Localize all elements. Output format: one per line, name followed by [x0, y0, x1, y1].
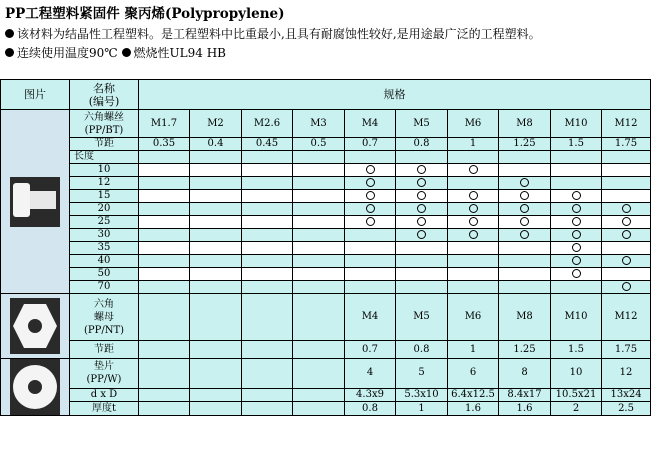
- bolt-availability-cell: [293, 203, 345, 216]
- nut-pitch-blank-1: [190, 341, 242, 359]
- nut-pitch-4: 1.5: [551, 341, 602, 359]
- nut-size-0: M4: [345, 294, 396, 341]
- bolt-availability-cell: [602, 177, 651, 190]
- bolt-availability-cell: [448, 229, 499, 242]
- bolt-availability-cell: [551, 229, 602, 242]
- bolt-availability-cell: [396, 216, 448, 229]
- bolt-length-value: 50: [70, 268, 139, 281]
- bolt-pitch-label: 节距: [70, 138, 139, 151]
- bolt-availability-cell: [345, 281, 396, 294]
- nut-pitch-1: 0.8: [396, 341, 448, 359]
- bolt-availability-cell: [190, 268, 242, 281]
- bolt-availability-cell: [396, 164, 448, 177]
- bolt-availability-cell: [499, 164, 551, 177]
- availability-circle-icon: [417, 178, 426, 187]
- availability-circle-icon: [572, 256, 581, 265]
- bolt-availability-cell: [551, 255, 602, 268]
- bolt-availability-cell: [190, 164, 242, 177]
- nut-pitch-2: 1: [448, 341, 499, 359]
- bolt-availability-cell: [448, 242, 499, 255]
- washer-dxd-blank-2: [242, 388, 293, 402]
- bolt-availability-cell: [242, 164, 293, 177]
- nut-pitch-label: 节距: [70, 341, 139, 359]
- nut-image-cell: [1, 294, 70, 359]
- bolt-availability-cell: [345, 242, 396, 255]
- bolt-availability-cell: [345, 177, 396, 190]
- bolt-availability-cell: [139, 190, 190, 203]
- bolt-availability-cell: [602, 281, 651, 294]
- nut-size-4: M10: [551, 294, 602, 341]
- bolt-length-blank-5: [396, 151, 448, 164]
- bolt-availability-cell: [139, 229, 190, 242]
- bolt-availability-cell: [345, 203, 396, 216]
- nut-size-1: M5: [396, 294, 448, 341]
- nut-pitch-5: 1.75: [602, 341, 651, 359]
- bolt-size-0: M1.7: [139, 110, 190, 138]
- bolt-availability-cell: [293, 164, 345, 177]
- bolt-availability-cell: [396, 242, 448, 255]
- bolt-availability-cell: [139, 203, 190, 216]
- bolt-pitch-row: [1, 138, 651, 151]
- washer-thickness-blank-1: [190, 402, 242, 416]
- washer-dxd-blank-3: [293, 388, 345, 402]
- washer-size-5: 12: [602, 359, 651, 389]
- bolt-availability-cell: [293, 281, 345, 294]
- bolt-availability-cell: [345, 216, 396, 229]
- bolt-availability-cell: [499, 177, 551, 190]
- bolt-availability-cell: [345, 164, 396, 177]
- header-name: 名称 (编号): [70, 80, 139, 110]
- bolt-availability-cell: [448, 255, 499, 268]
- availability-circle-icon: [572, 217, 581, 226]
- bolt-length-row: [1, 190, 651, 203]
- bolt-availability-cell: [602, 229, 651, 242]
- bolt-availability-cell: [448, 281, 499, 294]
- nut-pitch-blank-2: [242, 341, 293, 359]
- bolt-availability-cell: [293, 177, 345, 190]
- availability-circle-icon: [417, 165, 426, 174]
- availability-circle-icon: [622, 282, 631, 291]
- bolt-availability-cell: [345, 268, 396, 281]
- bolt-size-row: [1, 110, 651, 138]
- availability-circle-icon: [572, 269, 581, 278]
- bolt-length-value: 40: [70, 255, 139, 268]
- bolt-availability-cell: [139, 216, 190, 229]
- washer-size-2: 6: [448, 359, 499, 389]
- bolt-length-blank-9: [602, 151, 651, 164]
- washer-size-row: [1, 359, 651, 389]
- bolt-availability-cell: [293, 229, 345, 242]
- bolt-pitch-2: 0.45: [242, 138, 293, 151]
- washer-thickness-blank-2: [242, 402, 293, 416]
- availability-circle-icon: [417, 230, 426, 239]
- bolt-availability-cell: [190, 216, 242, 229]
- bolt-availability-cell: [242, 255, 293, 268]
- availability-circle-icon: [520, 204, 529, 213]
- bolt-availability-cell: [139, 242, 190, 255]
- bolt-length-blank-8: [551, 151, 602, 164]
- bullet-temp-flame: 连续使用温度90℃ 燃烧性UL94 HB: [5, 44, 541, 63]
- bolt-length-row: [1, 281, 651, 294]
- bolt-length-blank-6: [448, 151, 499, 164]
- bolt-availability-cell: [551, 164, 602, 177]
- bolt-length-value: 25: [70, 216, 139, 229]
- bolt-availability-cell: [396, 190, 448, 203]
- availability-circle-icon: [366, 217, 375, 226]
- bolt-availability-cell: [139, 255, 190, 268]
- bolt-availability-cell: [293, 242, 345, 255]
- nut-size-2: M6: [448, 294, 499, 341]
- bolt-length-value: 20: [70, 203, 139, 216]
- washer-thickness-4: 2: [551, 402, 602, 416]
- bolt-availability-cell: [396, 255, 448, 268]
- bolt-availability-cell: [551, 190, 602, 203]
- washer-dxd-5: 13x24: [602, 388, 651, 402]
- bolt-availability-cell: [190, 203, 242, 216]
- bolt-length-row: [1, 268, 651, 281]
- bolt-pitch-4: 0.7: [345, 138, 396, 151]
- washer-dxd-blank-0: [139, 388, 190, 402]
- bolt-availability-cell: [551, 268, 602, 281]
- bolt-length-row: [1, 229, 651, 242]
- washer-size-1: 5: [396, 359, 448, 389]
- washer-size-0: 4: [345, 359, 396, 389]
- washer-photo: [10, 359, 60, 415]
- bolt-availability-cell: [396, 229, 448, 242]
- bolt-availability-cell: [602, 255, 651, 268]
- washer-image-cell: [1, 359, 70, 416]
- bolt-name: 六角螺丝 (PP/BT): [70, 110, 139, 138]
- bolt-availability-cell: [139, 177, 190, 190]
- hex-nut-photo: [10, 298, 60, 354]
- bolt-length-blank-3: [293, 151, 345, 164]
- washer-thickness-0: 0.8: [345, 402, 396, 416]
- availability-circle-icon: [366, 204, 375, 213]
- bolt-pitch-5: 0.8: [396, 138, 448, 151]
- bolt-availability-cell: [602, 190, 651, 203]
- bolt-availability-cell: [499, 229, 551, 242]
- availability-circle-icon: [469, 230, 478, 239]
- bolt-length-blank-7: [499, 151, 551, 164]
- bolt-length-label: 长度: [70, 151, 139, 164]
- washer-dxd-label: d x D: [70, 388, 139, 402]
- bolt-pitch-7: 1.25: [499, 138, 551, 151]
- bolt-availability-cell: [499, 268, 551, 281]
- washer-thickness-5: 2.5: [602, 402, 651, 416]
- header-spec: 规格: [139, 80, 651, 110]
- nut-pitch-blank-3: [293, 341, 345, 359]
- availability-circle-icon: [469, 191, 478, 200]
- bolt-availability-cell: [499, 203, 551, 216]
- bolt-availability-cell: [242, 216, 293, 229]
- bolt-size-8: M10: [551, 110, 602, 138]
- bullet-dot-icon: [5, 29, 14, 38]
- availability-circle-icon: [469, 204, 478, 213]
- nut-size-blank-3: [293, 294, 345, 341]
- bolt-length-value: 30: [70, 229, 139, 242]
- bolt-length-blank-0: [139, 151, 190, 164]
- bolt-pitch-0: 0.35: [139, 138, 190, 151]
- availability-circle-icon: [572, 230, 581, 239]
- washer-thickness-label: 厚度t: [70, 402, 139, 416]
- bolt-availability-cell: [551, 177, 602, 190]
- bolt-availability-cell: [242, 242, 293, 255]
- washer-size-blank-3: [293, 359, 345, 389]
- washer-dxd-1: 5.3x10: [396, 388, 448, 402]
- nut-size-blank-0: [139, 294, 190, 341]
- bolt-size-7: M8: [499, 110, 551, 138]
- availability-circle-icon: [520, 217, 529, 226]
- feature-bullets: [5, 25, 541, 63]
- washer-size-3: 8: [499, 359, 551, 389]
- bolt-availability-cell: [448, 190, 499, 203]
- bolt-availability-cell: [551, 242, 602, 255]
- bolt-availability-cell: [190, 190, 242, 203]
- bolt-pitch-1: 0.4: [190, 138, 242, 151]
- bolt-length-value: 10: [70, 164, 139, 177]
- bolt-pitch-3: 0.5: [293, 138, 345, 151]
- bolt-availability-cell: [293, 216, 345, 229]
- availability-circle-icon: [622, 204, 631, 213]
- washer-thickness-row: [1, 402, 651, 416]
- availability-circle-icon: [366, 178, 375, 187]
- washer-dxd-4: 10.5x21: [551, 388, 602, 402]
- bolt-availability-cell: [242, 229, 293, 242]
- nut-size-3: M8: [499, 294, 551, 341]
- washer-thickness-blank-3: [293, 402, 345, 416]
- bolt-length-row: [1, 203, 651, 216]
- bolt-length-value: 35: [70, 242, 139, 255]
- bolt-availability-cell: [396, 281, 448, 294]
- bolt-availability-cell: [396, 268, 448, 281]
- washer-size-blank-2: [242, 359, 293, 389]
- bolt-availability-cell: [448, 216, 499, 229]
- washer-thickness-1: 1: [396, 402, 448, 416]
- bolt-image-cell: [1, 110, 70, 294]
- bolt-availability-cell: [448, 203, 499, 216]
- washer-dxd-3: 8.4x17: [499, 388, 551, 402]
- bolt-availability-cell: [190, 229, 242, 242]
- bolt-availability-cell: [242, 190, 293, 203]
- nut-size-row: [1, 294, 651, 341]
- spec-table: [0, 79, 651, 416]
- page-title: PP工程塑料紧固件 聚丙烯(Polypropylene): [5, 6, 285, 22]
- availability-circle-icon: [622, 230, 631, 239]
- bolt-availability-cell: [396, 203, 448, 216]
- bolt-length-row: [1, 164, 651, 177]
- bolt-availability-cell: [499, 255, 551, 268]
- bolt-size-9: M12: [602, 110, 651, 138]
- washer-size-blank-0: [139, 359, 190, 389]
- bolt-availability-cell: [242, 203, 293, 216]
- bolt-length-value: 70: [70, 281, 139, 294]
- availability-circle-icon: [417, 217, 426, 226]
- bullet-dot-icon: [5, 48, 14, 57]
- bolt-availability-cell: [448, 164, 499, 177]
- availability-circle-icon: [572, 243, 581, 252]
- bolt-availability-cell: [139, 164, 190, 177]
- bolt-availability-cell: [139, 281, 190, 294]
- availability-circle-icon: [572, 204, 581, 213]
- nut-pitch-blank-0: [139, 341, 190, 359]
- washer-dxd-0: 4.3x9: [345, 388, 396, 402]
- washer-thickness-2: 1.6: [448, 402, 499, 416]
- availability-circle-icon: [520, 230, 529, 239]
- bolt-availability-cell: [242, 177, 293, 190]
- bolt-availability-cell: [345, 255, 396, 268]
- bolt-availability-cell: [602, 203, 651, 216]
- bolt-availability-cell: [499, 190, 551, 203]
- nut-name: 六角 螺母 (PP/NT): [70, 294, 139, 341]
- bolt-availability-cell: [551, 281, 602, 294]
- bolt-availability-cell: [242, 281, 293, 294]
- bolt-availability-cell: [190, 177, 242, 190]
- bullet-material: 该材料为结晶性工程塑料。是工程塑料中比重最小,且具有耐腐蚀性较好,是用途最广泛的工程塑料。: [5, 25, 541, 44]
- bolt-availability-cell: [499, 242, 551, 255]
- washer-dxd-row: [1, 388, 651, 402]
- bolt-availability-cell: [448, 268, 499, 281]
- availability-circle-icon: [622, 217, 631, 226]
- bolt-availability-cell: [602, 242, 651, 255]
- washer-size-blank-1: [190, 359, 242, 389]
- bolt-length-value: 12: [70, 177, 139, 190]
- nut-size-blank-1: [190, 294, 242, 341]
- availability-circle-icon: [520, 178, 529, 187]
- bolt-availability-cell: [345, 190, 396, 203]
- bolt-length-blank-2: [242, 151, 293, 164]
- washer-dxd-blank-1: [190, 388, 242, 402]
- nut-pitch-3: 1.25: [499, 341, 551, 359]
- bolt-availability-cell: [293, 190, 345, 203]
- bolt-availability-cell: [396, 177, 448, 190]
- bolt-length-row: [1, 216, 651, 229]
- washer-thickness-3: 1.6: [499, 402, 551, 416]
- bolt-pitch-6: 1: [448, 138, 499, 151]
- bolt-size-5: M5: [396, 110, 448, 138]
- washer-dxd-2: 6.4x12.5: [448, 388, 499, 402]
- availability-circle-icon: [417, 191, 426, 200]
- bolt-length-value: 15: [70, 190, 139, 203]
- bolt-size-3: M3: [293, 110, 345, 138]
- bolt-length-row: [1, 177, 651, 190]
- bolt-availability-cell: [602, 216, 651, 229]
- availability-circle-icon: [366, 191, 375, 200]
- bolt-length-blank-1: [190, 151, 242, 164]
- bolt-availability-cell: [139, 268, 190, 281]
- washer-size-4: 10: [551, 359, 602, 389]
- bolt-availability-cell: [551, 216, 602, 229]
- bolt-availability-cell: [293, 268, 345, 281]
- availability-circle-icon: [366, 165, 375, 174]
- nut-size-5: M12: [602, 294, 651, 341]
- availability-circle-icon: [572, 191, 581, 200]
- bolt-length-label-row: [1, 151, 651, 164]
- bolt-availability-cell: [190, 281, 242, 294]
- bolt-availability-cell: [448, 177, 499, 190]
- bolt-size-1: M2: [190, 110, 242, 138]
- bullet-dot-icon: [122, 48, 131, 57]
- bolt-availability-cell: [499, 281, 551, 294]
- availability-circle-icon: [622, 256, 631, 265]
- availability-circle-icon: [417, 204, 426, 213]
- bolt-availability-cell: [190, 255, 242, 268]
- bolt-availability-cell: [499, 216, 551, 229]
- bolt-availability-cell: [602, 164, 651, 177]
- nut-pitch-0: 0.7: [345, 341, 396, 359]
- bolt-availability-cell: [602, 268, 651, 281]
- nut-size-blank-2: [242, 294, 293, 341]
- bolt-availability-cell: [242, 268, 293, 281]
- bolt-length-blank-4: [345, 151, 396, 164]
- bolt-size-2: M2.6: [242, 110, 293, 138]
- bolt-pitch-9: 1.75: [602, 138, 651, 151]
- bolt-photo: [10, 177, 60, 227]
- availability-circle-icon: [469, 165, 478, 174]
- nut-pitch-row: [1, 341, 651, 359]
- bolt-availability-cell: [551, 203, 602, 216]
- header-image: 图片: [1, 80, 70, 110]
- bolt-size-4: M4: [345, 110, 396, 138]
- bolt-length-row: [1, 242, 651, 255]
- bolt-pitch-8: 1.5: [551, 138, 602, 151]
- bolt-availability-cell: [345, 229, 396, 242]
- washer-name: 垫片 (PP/W): [70, 359, 139, 389]
- bolt-availability-cell: [190, 242, 242, 255]
- availability-circle-icon: [520, 191, 529, 200]
- bolt-availability-cell: [293, 255, 345, 268]
- bolt-size-6: M6: [448, 110, 499, 138]
- washer-thickness-blank-0: [139, 402, 190, 416]
- availability-circle-icon: [469, 217, 478, 226]
- bolt-length-row: [1, 255, 651, 268]
